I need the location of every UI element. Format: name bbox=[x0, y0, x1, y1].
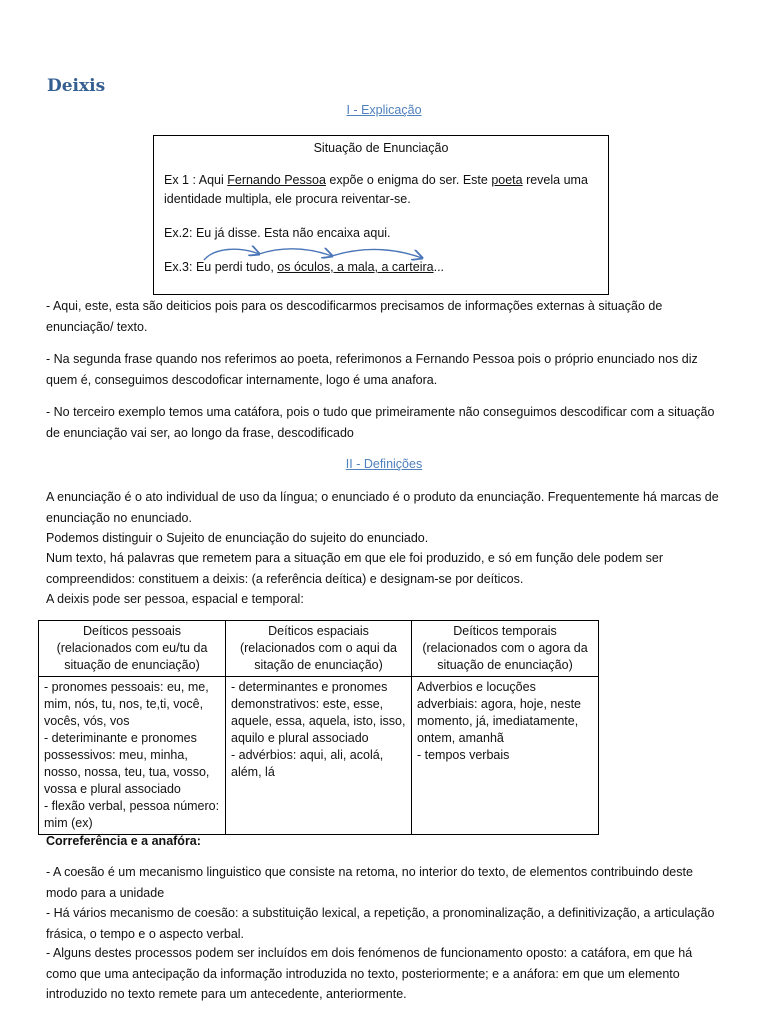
explanation-2: - Na segunda frase quando nos referimos ao poeta, referimonos a Fernando Pessoa pois o próprio enunciado nos diz quem é, conseguimos descodoficar internamente, logo é uma anafora. bbox=[46, 352, 698, 387]
definition-1: A enunciação é o ato individual de uso da língua; o enunciado é o produto da enunciação. Frequentemente há marcas de enunciação no enunciado. bbox=[46, 490, 719, 525]
cell-item: - tempos verbais bbox=[417, 748, 510, 762]
ex1-prefix: Ex 1 : Aqui bbox=[164, 173, 228, 187]
ex3-underlined: os óculos, a mala, a carteira bbox=[277, 260, 434, 274]
cell-item: - flexão verbal, pessoa número: mim (ex) bbox=[44, 799, 220, 830]
ex1-poeta: poeta bbox=[491, 173, 523, 187]
header-espaciais-sub: (relacionados com o aqui da sitação de enunciação) bbox=[239, 641, 398, 672]
section-link-explicacao[interactable]: I - Explicação bbox=[346, 103, 422, 117]
header-pessoais-title: Deíticos pessoais bbox=[83, 624, 181, 638]
header-temporais-title: Deíticos temporais bbox=[453, 624, 557, 638]
box-title: Situação de Enunciação bbox=[313, 141, 449, 155]
cell-item: - determinantes e pronomes demonstrativos: este, esse, aquele, essa, aquela, isto, isso, aquilo e plural associado bbox=[231, 680, 406, 745]
explanation-1: - Aqui, este, esta são deiticios pois para os descodificarmos precisamos de informações externas à situação de enunciação/ texto. bbox=[46, 299, 663, 334]
cell-item: Adverbios e locuções adverbiais: agora, hoje, neste momento, já, imediatamente, ontem, amanhã bbox=[417, 680, 581, 745]
ex1-suffix: revela uma bbox=[522, 173, 588, 187]
definition-3: Num texto, há palavras que remetem para a situação em que ele foi produzido, e só em função dele podem ser compreendidos: constituem a deixis: (a referência deítica) e designam-se por deíticos. bbox=[46, 551, 664, 586]
definition-4: A deixis pode ser pessoa, espacial e temporal: bbox=[46, 592, 304, 606]
section-link-definicoes[interactable]: II - Definições bbox=[345, 457, 423, 471]
cell-item: - pronomes pessoais: eu, me, mim, nós, tu, nos, te,ti, você, vocês, vós, vos bbox=[44, 680, 209, 728]
cell-item: - deteriminante e pronomes possessivos: meu, minha, nosso, nossa, teu, tua, vosso, vossa e plural associado bbox=[44, 731, 210, 796]
coref-paragraph-3: - Alguns destes processos podem ser incluídos em dois fenómenos de funcionamento oposto: a catáfora, em que há como que uma antecipação da informação introduzida no texto, posteriormente; e a anáfora: em que um elemento introduzido no texto remete para um antecedente, anteriormente. bbox=[46, 946, 693, 1001]
header-espaciais-title: Deíticos espaciais bbox=[268, 624, 369, 638]
header-pessoais bbox=[39, 621, 226, 677]
table-header-row bbox=[39, 621, 599, 677]
page-title: Deixis bbox=[47, 76, 106, 96]
cell-espaciais bbox=[226, 677, 412, 835]
header-pessoais-sub: (relacionados com eu/tu da situação de enunciação) bbox=[56, 641, 208, 672]
definition-2: Podemos distinguir o Sujeito de enunciação do sujeito do enunciado. bbox=[46, 531, 429, 545]
header-temporais bbox=[412, 621, 599, 677]
ex1-middle: expõe o enigma do ser. Este bbox=[325, 173, 492, 187]
header-temporais-sub: (relacionados com o agora da situação de enunciação) bbox=[422, 641, 588, 672]
ex1-line2: identidade multipla, ele procura reiventar-se. bbox=[164, 192, 411, 206]
examples-box bbox=[153, 135, 609, 295]
ex3-suffix: ... bbox=[433, 260, 445, 274]
example-2: Ex.2: Eu já disse. Esta não encaixa aqui. bbox=[164, 226, 391, 240]
coref-paragraph-2: - Há vários mecanismo de coesão: a substituição lexical, a repetição, a pronominalização, a definitivização, a articulação frásica, o tempo e o aspecto verbal. bbox=[46, 906, 715, 941]
cell-pessoais bbox=[39, 677, 226, 835]
header-espaciais bbox=[226, 621, 412, 677]
example-3 bbox=[164, 258, 600, 277]
explanation-3: - No terceiro exemplo temos uma catáfora, pois o tudo que primeiramente não conseguimos descodificar com a situação de enunciação vai ser, ao longo da frase, descodificado bbox=[46, 405, 715, 440]
cell-item: - advérbios: aqui, ali, acolá, além, lá bbox=[231, 748, 384, 779]
coref-title: Correferência e a anafóra: bbox=[46, 834, 201, 848]
coref-paragraph-1: - A coesão é um mecanismo linguistico que consiste na retoma, no interior do texto, de elementos contribuindo deste modo para a unidade bbox=[46, 865, 693, 900]
deictics-table bbox=[38, 620, 599, 835]
example-1 bbox=[164, 171, 600, 209]
ex3-prefix: Ex.3: Eu perdi tudo, bbox=[164, 260, 278, 274]
table-row bbox=[39, 677, 599, 835]
cell-temporais bbox=[412, 677, 599, 835]
ex1-name: Fernando Pessoa bbox=[227, 173, 326, 187]
